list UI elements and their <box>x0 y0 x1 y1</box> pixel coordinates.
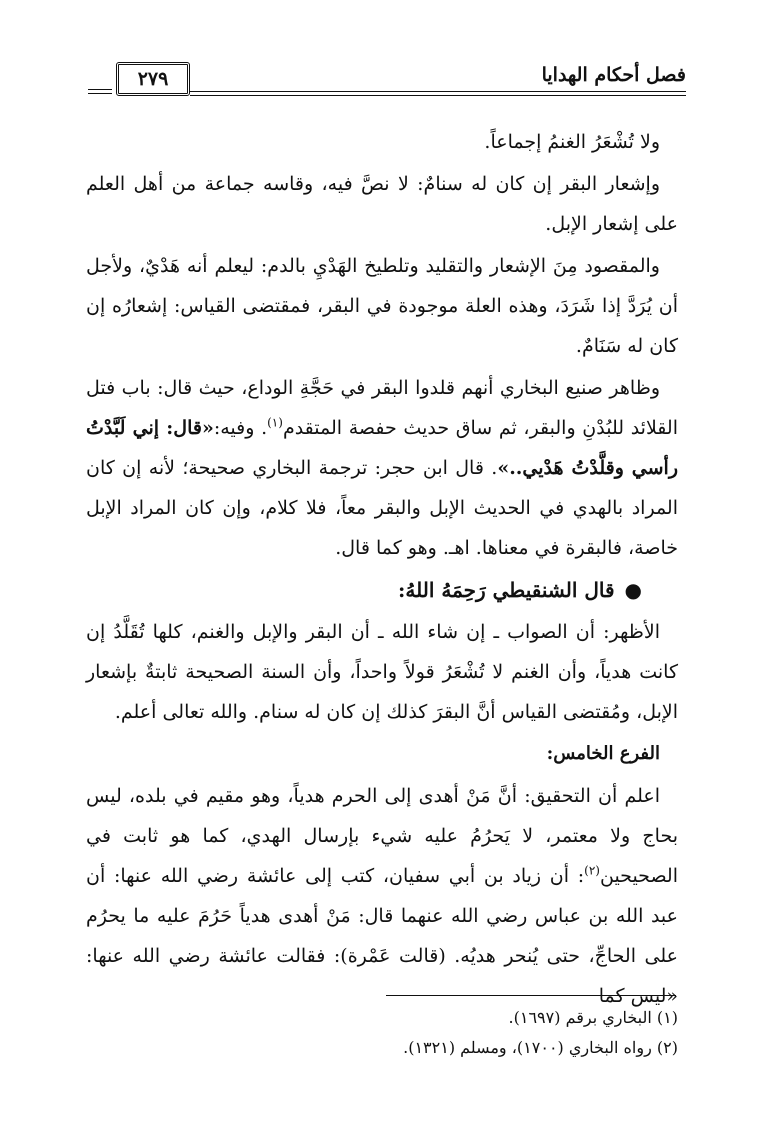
header-rule-left <box>88 89 112 90</box>
paragraph-5: الأظهر: أن الصواب ـ إن شاء الله ـ أن البقر والإبل والغنم، كلها تُقَلَّدُ إن كانت هدياً، وأن الغنم لا تُشْعَرُ قولاً واحداً، وأن السنة الصحيحة ثابتةٌ بإشعار الإبل، ومُقتضى القياس أنَّ البقرَ كذلك إن كان له سنام. والله تعالى أعلم. <box>86 621 678 723</box>
section-heading <box>86 570 678 610</box>
header-rule <box>190 91 686 92</box>
running-title: فصل أحكام الهدايا <box>541 64 686 86</box>
main-text <box>86 122 678 1018</box>
hadith-quote: «قال: إني لَبَّدْتُ رأسي وقلَّدْتُ هَدْيي..» <box>86 417 678 479</box>
footnotes <box>86 1003 678 1063</box>
footnote-divider <box>386 995 676 996</box>
bullet-icon: ● <box>624 578 642 602</box>
paragraph-6-text-a: اعلم أن التحقيق: أنَّ مَنْ أهدى إلى الحرم هدياً، وهو مقيم في بلده، ليس بحاج ولا معتمر، لا يَحرُمُ عليه شيء بإرسال الهدي، كما هو ثابت في الصحيحين <box>86 785 678 887</box>
page-number-box <box>116 62 190 96</box>
paragraph-3: والمقصود مِنَ الإشعار والتقليد وتلطيخ الهَدْيِ بالدم: ليعلم أنه هَدْيٌ، ولأجل أن يُرَدَّ إذا شَرَدَ، وهذه العلة موجودة في البقر، فمقتضى القياس: إشعارُه إن كان له سَنَامٌ. <box>86 255 678 357</box>
paragraph-1: ولا تُشْعَرُ الغنمُ إجماعاً. <box>484 131 660 153</box>
page-header <box>88 56 686 100</box>
subheading: الفرع الخامس: <box>546 743 660 764</box>
paragraph-4 <box>86 368 678 568</box>
paragraph-6-text-b: : أن زياد بن أبي سفيان، كتب إلى عائشة رضي الله عنها: أن عبد الله بن عباس رضي الله عنهما قال: مَنْ أهدى هدياً حَرُمَ عليه ما يحرُم على الحاجِّ، حتى يُنحر هديُه. (قالت عَمْرة): فقالت عائشة رضي الله عنها: «ليس كما <box>86 865 678 1007</box>
section-heading-text: قال الشنقيطي رَحِمَهُ اللهُ: <box>398 578 615 602</box>
paragraph-4-text-b: . وفيه: <box>213 417 268 439</box>
paragraph-4-text-a: وظاهر صنيع البخاري أنهم قلدوا البقر في حَجَّةِ الوداع، حيث قال: باب فتل القلائد للبُدْنِ والبقر، ثم ساق حديث حفصة المتقدم <box>86 377 678 439</box>
footnote-2: (٢) رواه البخاري (١٧٠٠)، ومسلم (١٣٢١). <box>403 1038 678 1057</box>
footnote-ref-2: (٢) <box>584 863 600 878</box>
paragraph-2: وإشعار البقر إن كان له سنامٌ: لا نصَّ فيه، وقاسه جماعة من أهل العلم على إشعار الإبل. <box>86 173 678 235</box>
page-number: ٢٧٩ <box>137 68 169 90</box>
header-rule-left-double <box>88 93 112 94</box>
footnote-ref-1: (١) <box>267 415 283 430</box>
paragraph-4-text-c: . قال ابن حجر: ترجمة البخاري صحيحة؛ لأنه إن كان المراد بالهدي في الحديث الإبل والبقر معاً، فلا كلام، وإن كان المراد الإبل خاصة، فالبقرة في معناها. اهـ. وهو كما قال. <box>86 457 678 559</box>
paragraph-6 <box>86 776 678 1016</box>
footnote-1: (١) البخاري برقم (١٦٩٧). <box>508 1008 678 1027</box>
header-rule-double <box>190 95 686 96</box>
